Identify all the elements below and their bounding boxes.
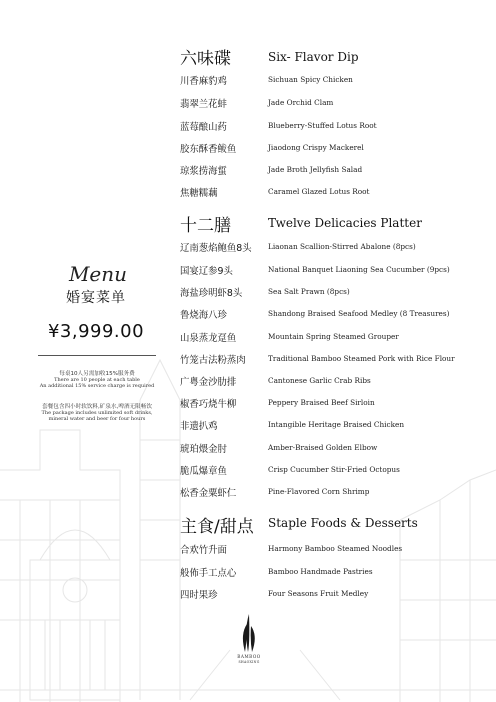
package-note-en-2: mineral water and beer for four hours <box>48 416 146 422</box>
menu-item-en: Crisp Cucumber Stir-Fried Octopus <box>268 465 400 474</box>
menu-item-cn: 翡翠兰花蚌 <box>180 99 227 110</box>
section-title-cn: 十二膳 <box>180 216 231 236</box>
menu-item-en: Pine-Flavored Corn Shrimp <box>268 487 370 496</box>
service-note-en-1: There are 10 people at each table <box>54 377 140 383</box>
section-title-en: Staple Foods & Desserts <box>268 516 418 530</box>
menu-item-en: Shandong Braised Seafood Medley (8 Treasures) <box>268 309 450 318</box>
logo-subtitle: SHAOXING <box>238 660 260 664</box>
menu-item-cn: 焦糖糯藕 <box>180 188 218 199</box>
menu-item-cn: 松香金粟虾仁 <box>180 488 237 499</box>
menu-item-en: Amber-Braised Golden Elbow <box>268 443 378 452</box>
price-divider <box>38 355 156 356</box>
menu-item-en: Sichuan Spicy Chicken <box>268 75 353 84</box>
menu-item-cn: 合欢竹升面 <box>180 545 227 556</box>
menu-item-cn: 广粤金沙肋排 <box>180 377 237 388</box>
menu-item-cn: 脆瓜爆章鱼 <box>180 466 227 477</box>
menu-item-en: Jiaodong Crispy Mackerel <box>268 143 364 152</box>
menu-item-en: Sea Salt Prawn (8pcs) <box>268 287 350 296</box>
menu-item-cn: 非遗扒鸡 <box>180 421 218 432</box>
menu-item-cn: 川香麻豹鸡 <box>180 76 227 87</box>
menu-item-cn: 鲁烧海八珍 <box>180 310 227 321</box>
menu-item-cn: 辽南葱焰鲍鱼8头 <box>180 243 252 254</box>
section-title-en: Twelve Delicacies Platter <box>268 216 422 230</box>
menu-item-cn: 竹笼古法粉蒸肉 <box>180 355 246 366</box>
package-note-en-1: The package includes unlimited soft drinks, <box>41 410 153 416</box>
menu-item-cn: 山泉蒸龙趸鱼 <box>180 333 237 344</box>
menu-item-cn: 般佈手工点心 <box>180 568 237 579</box>
service-note-cn: 每桌10人另需加收15%服务费 <box>59 371 135 377</box>
menu-item-cn: 海盐珍明虾8头 <box>180 288 243 299</box>
menu-item-en: Cantonese Garlic Crab Ribs <box>268 376 371 385</box>
menu-item-en: Peppery Braised Beef Sirloin <box>268 398 375 407</box>
service-note-en-2: An additional 15% service charge is required <box>39 383 155 389</box>
menu-item-en: Bamboo Handmade Pastries <box>268 567 373 576</box>
menu-item-cn: 国宴辽参9头 <box>180 266 233 277</box>
menu-item-cn: 琥珀煨金肘 <box>180 444 227 455</box>
section-title-cn: 主食/甜点 <box>180 517 254 537</box>
package-note-cn: 套餐包含四小时软饮料,矿泉水,啤酒无限畅饮 <box>42 404 152 410</box>
menu-item-cn: 椒香巧烧牛柳 <box>180 399 237 410</box>
menu-item-en: Liaonan Scallion-Stirred Abalone (8pcs) <box>268 242 416 251</box>
menu-title-cn: 婚宴菜单 <box>66 290 126 306</box>
menu-item-cn: 琼浆捞海蜇 <box>180 166 227 177</box>
menu-item-cn: 四时果珍 <box>180 590 218 601</box>
menu-item-cn: 胶东酥香鲅鱼 <box>180 144 237 155</box>
menu-item-en: National Banquet Liaoning Sea Cucumber (9pcs) <box>268 265 450 274</box>
logo-wordmark: BAMBOO <box>237 654 261 659</box>
menu-item-en: Four Seasons Fruit Medley <box>268 589 369 598</box>
menu-item-en: Intangible Heritage Braised Chicken <box>268 420 405 429</box>
section-title-en: Six- Flavor Dip <box>268 50 359 64</box>
menu-item-en: Traditional Bamboo Steamed Pork with Rice Flour <box>268 354 455 363</box>
menu-item-en: Mountain Spring Steamed Grouper <box>268 332 399 341</box>
price: ¥3,999.00 <box>47 321 145 342</box>
menu-item-en: Caramel Glazed Lotus Root <box>268 187 370 196</box>
section-title-cn: 六味碟 <box>180 49 231 69</box>
menu-script-title: Menu <box>68 262 128 286</box>
menu-item-en: Harmony Bamboo Steamed Noodles <box>268 544 403 553</box>
menu-item-cn: 蓝莓酿山药 <box>180 122 227 133</box>
menu-item-en: Blueberry-Stuffed Lotus Root <box>268 121 377 130</box>
menu-item-en: Jade Orchid Clam <box>268 98 334 107</box>
menu-item-en: Jade Broth Jellyfish Salad <box>268 165 363 174</box>
